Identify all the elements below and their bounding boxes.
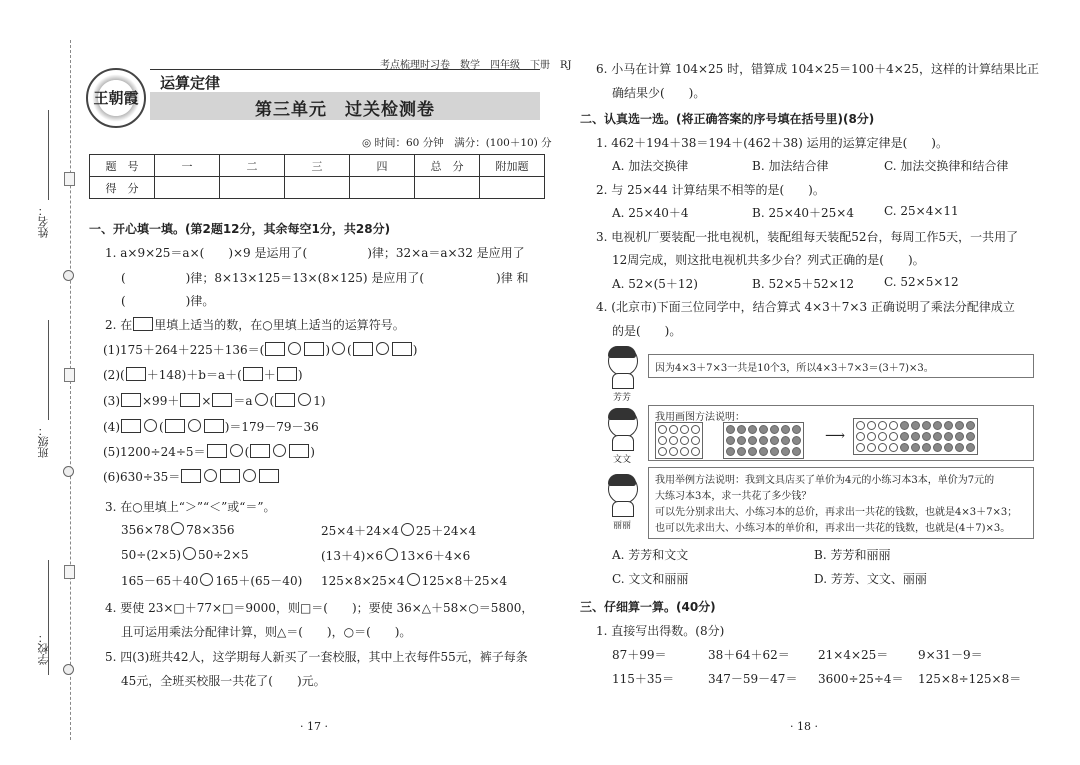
score-row (90, 177, 545, 199)
q3-c-left: 50÷(2×5) (121, 548, 182, 562)
q3-c-right: 50÷2×5 (198, 548, 249, 562)
answer-box[interactable] (275, 393, 295, 407)
wenwen-panel (648, 405, 1034, 461)
q5-line-2: 45元，全班买校服一共花了( )元。 (121, 674, 326, 688)
answer-box[interactable] (133, 317, 153, 331)
q2-4-text: (4) (103, 420, 120, 434)
score-header-cell: 附加题 (480, 155, 545, 177)
page-number-left: · 17 · (300, 720, 328, 733)
q2-3-text: (3) (103, 394, 120, 408)
answer-box[interactable] (353, 342, 373, 356)
q2-item-5: (5)1200÷24÷5＝ ( ) (103, 445, 315, 459)
q2-2-text: (2)( (103, 368, 125, 382)
calc-item[interactable]: 9×31－9＝ (918, 648, 983, 662)
score-cell[interactable] (155, 177, 220, 199)
calc-item[interactable]: 3600÷25÷4＝ (818, 672, 904, 686)
q3-c (121, 547, 249, 562)
binding-mark (64, 172, 75, 186)
q2-3-text-b: ×99＋ (142, 394, 180, 408)
score-table (89, 154, 545, 199)
section-3-title: 三、仔细算一算。(40分) (580, 600, 716, 614)
q3-a-right: 78×356 (186, 523, 235, 537)
girl-lili-illustration (602, 474, 642, 531)
answer-circle[interactable] (200, 573, 213, 586)
answer-box[interactable] (259, 469, 279, 483)
answer-box[interactable] (220, 469, 240, 483)
q2-5-text: (5)1200÷24÷5＝ (103, 445, 206, 459)
panel-3-line-1: 我用举例方法说明：我到文具店买了单价为4元的小练习本3本，单价为7元的 (655, 475, 995, 486)
q2-stem (105, 316, 405, 333)
right-content (580, 56, 1050, 706)
c1-option-b[interactable]: B. 加法结合律 (752, 159, 829, 173)
panel-2-text: 我用画图方法说明： (655, 412, 745, 423)
binding-mark (64, 368, 75, 382)
q3-f (321, 572, 507, 589)
c2-option-a[interactable]: A. 25×40＋4 (612, 206, 689, 220)
calc-item[interactable]: 21×4×25＝ (818, 648, 889, 662)
score-header-cell: 一 (155, 155, 220, 177)
page-number-right: · 18 · (790, 720, 818, 733)
answer-circle[interactable] (288, 342, 301, 355)
c4-line-2: 的是( )。 (612, 324, 682, 338)
score-header-cell: 四 (350, 155, 415, 177)
answer-box[interactable] (277, 367, 297, 381)
answer-circle[interactable] (255, 393, 268, 406)
q1-line-2: ( )律；8×13×125＝13×(8×125) 是应用了( )律 和 (121, 271, 529, 285)
score-cell[interactable] (220, 177, 285, 199)
arrow-right-icon: ⟶ (825, 428, 846, 444)
score-cell[interactable] (285, 177, 350, 199)
c3-line-1: 3. 电视机厂要装配一批电视机，装配组每天装配52台，每周工作5天，一共用了 (596, 230, 1019, 244)
answer-circle[interactable] (298, 393, 311, 406)
q2-item-3: (3) ×99＋ × ＝a ( 1) (103, 394, 326, 408)
school-label: 学校： (37, 632, 50, 665)
answer-box[interactable] (289, 444, 309, 458)
girl-name: 文文 (612, 455, 631, 465)
q3-d (321, 547, 470, 564)
c3-option-c[interactable]: C. 52×5×12 (884, 275, 959, 289)
title-banner (150, 92, 540, 120)
score-cell[interactable] (350, 177, 415, 199)
q6-line-1: 6. 小马在计算 104×25 时，错算成 104×25＝100＋4×25，这样的计算结果比正 (596, 62, 1040, 76)
panel-3-line-4: 也可以先求出大、小练习本的单价和，再求出一共花的钱数，也就是(4＋7)×3。 (655, 523, 1011, 534)
unit-topic: 运算定律 (160, 74, 221, 92)
c4-line-1: 4. (北京市)下面三位同学中，结合算式 4×3＋7×3 正确说明了乘法分配律成立 (596, 300, 1015, 314)
binding-hole (63, 270, 74, 281)
answer-circle[interactable] (204, 469, 217, 482)
left-content (89, 214, 549, 714)
q2-3-text-d: ＝a (233, 394, 253, 408)
answer-circle[interactable] (332, 342, 345, 355)
q4-line-1: 4. 要使 23×□＋77×□＝9000，则□＝( )；要使 36×△＋58×○＝5800， (105, 601, 534, 615)
answer-box[interactable] (165, 419, 185, 433)
q2-2-text-b: ＋148)＋b＝a＋( (146, 368, 242, 382)
girl-wenwen-illustration (602, 408, 642, 465)
c1-option-c[interactable]: C. 加法交换律和结合律 (884, 159, 1009, 173)
c3-option-b[interactable]: B. 52×5＋52×12 (752, 277, 855, 291)
calc-item[interactable]: 115＋35＝ (612, 672, 675, 686)
q4-line-2: 且可运用乘法分配律计算，则△＝( )，○＝( )。 (121, 625, 412, 639)
q2-item-4: (4) ( )＝179－79－36 (103, 420, 319, 434)
answer-circle[interactable] (273, 444, 286, 457)
c3-line-2: 12周完成，则这批电视机共多少台？列式正确的是( )。 (612, 253, 925, 267)
q1-line-1: 1. a×9×25＝a×( )×9 是运用了( )律；32×a＝a×32 是应用了 (105, 246, 525, 260)
answer-box[interactable] (265, 342, 285, 356)
q2-6-text: (6)630÷35＝ (103, 470, 181, 484)
answer-circle[interactable] (188, 419, 201, 432)
score-row-label: 得 分 (90, 177, 155, 199)
dot-grid-combined (853, 418, 978, 455)
c2-stem: 2. 与 25×44 计算结果不相等的是( )。 (596, 183, 825, 197)
time-score: ◎ 时间：60 分钟 满分：(100＋10) 分 (362, 137, 552, 149)
c3-option-a[interactable]: A. 52×(5＋12) (612, 277, 698, 291)
s1-stem: 1. 直接写出得数。(8分) (596, 624, 725, 638)
dot-grid-filled (723, 422, 804, 459)
q2-4-text-b: )＝179－79－36 (224, 420, 319, 434)
q2-item-2: (2)( ＋148)＋b＝a＋( ＋ ) (103, 368, 303, 382)
answer-box[interactable] (180, 393, 200, 407)
q1-line-3: ( )律。 (121, 294, 215, 308)
answer-box[interactable] (243, 367, 263, 381)
section-2-title: 二、认真选一选。(将正确答案的序号填在括号里)(8分) (580, 112, 875, 126)
q3-b (321, 522, 476, 539)
answer-circle[interactable] (230, 444, 243, 457)
girl-name: 丽丽 (612, 521, 631, 531)
girl-fangfang-illustration (602, 346, 642, 403)
answer-circle[interactable] (171, 522, 184, 535)
c4-option-c[interactable]: C. 文文和丽丽 (612, 572, 689, 586)
answer-circle[interactable] (376, 342, 389, 355)
class-label: 班级： (37, 425, 50, 458)
score-header-cell: 总 分 (415, 155, 480, 177)
answer-box[interactable] (204, 419, 224, 433)
answer-box[interactable] (304, 342, 324, 356)
binding-line (48, 110, 49, 200)
c2-option-b[interactable]: B. 25×40＋25×4 (752, 206, 855, 220)
answer-circle[interactable] (401, 523, 414, 536)
answer-circle[interactable] (407, 573, 420, 586)
q3-a-left: 356×78 (121, 523, 170, 537)
score-cell[interactable] (415, 177, 480, 199)
answer-box[interactable] (392, 342, 412, 356)
answer-box[interactable] (181, 469, 201, 483)
section-1-title: 一、开心填一填。(第2题12分，其余每空1分，共28分) (89, 222, 391, 236)
panel-1-text: 因为4×3＋7×3一共是10个3，所以4×3＋7×3＝(3＋7)×3。 (655, 363, 934, 374)
q3-e-left: 165－65＋40 (121, 574, 199, 588)
c4-option-b[interactable]: B. 芳芳和丽丽 (814, 548, 891, 562)
binding-hole (63, 466, 74, 477)
c4-option-a[interactable]: A. 芳芳和文文 (612, 548, 689, 562)
q2-item-1: (1)175＋264＋225＋136＝( ) ( ) (103, 343, 418, 357)
answer-box[interactable] (207, 444, 227, 458)
c4-option-d[interactable]: D. 芳芳、文文、丽丽 (814, 572, 927, 586)
calc-item[interactable]: 347－59－47＝ (708, 672, 798, 686)
q3-a (121, 522, 234, 537)
publisher-logo (86, 68, 146, 128)
q3-e (121, 572, 302, 589)
calc-item[interactable]: 87＋99＝ (612, 648, 667, 662)
q3-b-right: 25＋24×4 (415, 524, 477, 538)
lili-panel (648, 467, 1034, 539)
panel-3-line-2: 大练习本3本，求一共花了多少钱？ (655, 491, 812, 502)
header-rule (150, 69, 540, 70)
score-cell[interactable] (480, 177, 545, 199)
fangfang-panel (648, 354, 1034, 378)
q3-d-right: 13×6＋4×6 (399, 549, 471, 563)
score-header-cell: 题 号 (90, 155, 155, 177)
answer-box[interactable] (250, 444, 270, 458)
score-header-cell: 三 (285, 155, 350, 177)
panel-3-line-3: 可以先分别求出大、小练习本的总价，再求出一共花的钱数，也就是4×3＋7×3； (655, 507, 1018, 518)
answer-box[interactable] (212, 393, 232, 407)
girl-name: 芳芳 (612, 393, 631, 403)
q2-item-6 (103, 468, 280, 485)
answer-box[interactable] (121, 419, 141, 433)
cut-line (70, 40, 71, 740)
c2-option-c[interactable]: C. 25×4×11 (884, 204, 959, 218)
q3-f-right: 125×8＋25×4 (421, 574, 508, 588)
q2-text-b: 里填上适当的数，在○里填上适当的运算符号。 (154, 318, 405, 332)
score-header-row (90, 155, 545, 177)
logo-text: 王朝霞 (93, 89, 139, 107)
binding-hole (63, 664, 74, 675)
q5-line-1: 5. 四(3)班共42人，这学期每人新买了一套校服，其中上衣每件55元，裤子每条 (105, 650, 528, 664)
calc-item[interactable]: 125×8÷125×8＝ (918, 672, 1022, 686)
answer-box[interactable] (126, 367, 146, 381)
name-label: 姓名： (37, 205, 50, 238)
answer-box[interactable] (121, 393, 141, 407)
q3-stem: 3. 在○里填上“＞”“＜”或“＝”。 (105, 500, 276, 514)
score-header-cell: 二 (220, 155, 285, 177)
q3-e-right: 165＋(65－40) (215, 574, 303, 588)
q3-b-left: 25×4＋24×4 (321, 524, 399, 538)
c1-stem: 1. 462＋194＋38＝194＋(462＋38) 运用的运算定律是( )。 (596, 136, 948, 150)
q3-f-left: 125×8×25×4 (321, 574, 405, 588)
c1-option-a[interactable]: A. 加法交换律 (612, 159, 689, 173)
answer-circle[interactable] (385, 548, 398, 561)
series-info: 考点梳理时习卷 数学 四年级 下册 RJ (380, 60, 572, 71)
q6-line-2: 确结果少( )。 (612, 86, 706, 100)
binding-mark (64, 565, 75, 579)
page-title: 第三单元 过关检测卷 (255, 100, 435, 120)
binding-line (48, 320, 49, 420)
q2-text-a: 2. 在 (105, 318, 133, 332)
q2-3-text-c: × (201, 394, 212, 408)
answer-circle[interactable] (243, 469, 256, 482)
q2-1-text: (1)175＋264＋225＋136＝( (103, 343, 265, 357)
q3-d-left: (13＋4)×6 (321, 549, 383, 563)
answer-circle[interactable] (144, 419, 157, 432)
dot-grid-open (655, 422, 703, 459)
calc-item[interactable]: 38＋64＋62＝ (708, 648, 790, 662)
answer-circle[interactable] (183, 547, 196, 560)
